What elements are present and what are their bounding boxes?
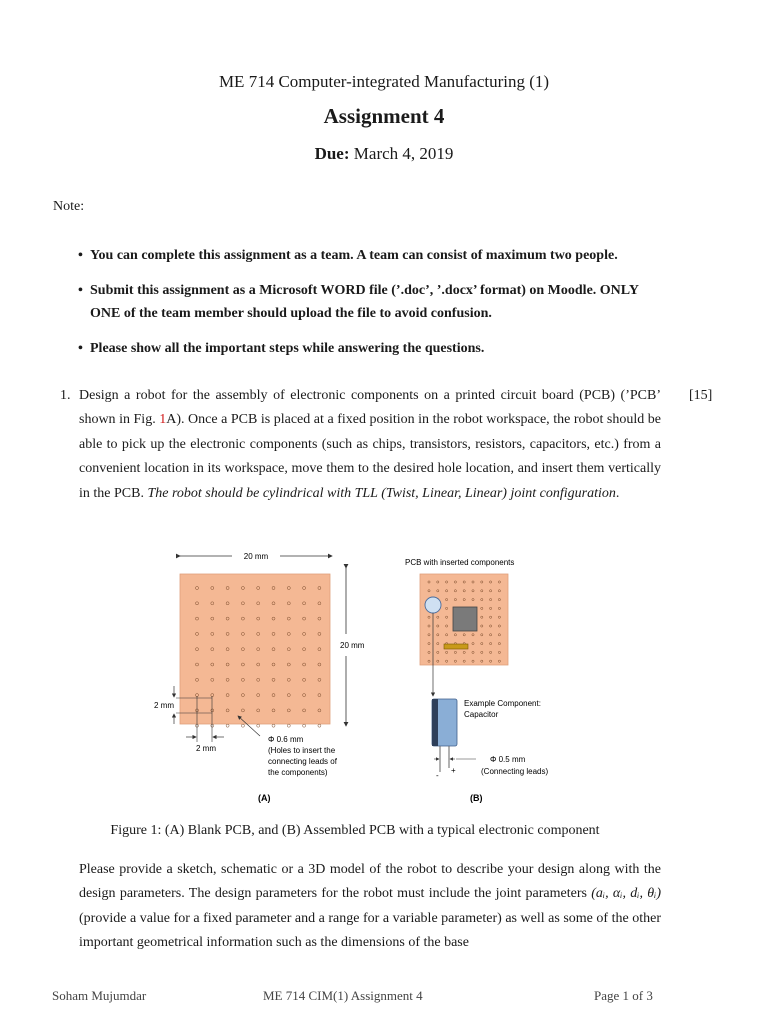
lead-diameter: Φ 0.5 mm xyxy=(490,755,526,764)
resistor-component xyxy=(444,644,468,649)
pcb-hole xyxy=(287,724,290,727)
footer-course: ME 714 CIM(1) Assignment 4 xyxy=(263,988,423,1003)
list-item: • You can complete this assignment as a team. A team can consist of maximum two people. xyxy=(78,248,618,263)
example-label-1: Example Component: xyxy=(464,699,541,708)
joint-parameters: (aᵢ, αᵢ, dᵢ, θᵢ) xyxy=(591,886,661,902)
lead-note: (Connecting leads) xyxy=(481,767,549,776)
hole-note-2: connecting leads of xyxy=(268,757,337,766)
figure-pcb-diagram xyxy=(140,546,580,814)
capacitor-top-view xyxy=(425,597,441,613)
note-label: Note: xyxy=(53,199,85,214)
dim-20mm-top: 20 mm xyxy=(243,552,269,561)
question-text: Design a robot for the assembly of electronic components on a printed circuit board (PCB) (’PCB’ shown in Fig. 1A). Once a PCB is placed at a fixed position in the robot workspace, the robot should be able to pick up the electronic components (such as chips, transistors, resistors, capacitors, etc.) from a convenient location in its workspace, move them to the desired hole location, and insert them vertically in the PCB. The robot should be cylindrical with TLL (Twist, Linear, Linear) joint configuration. xyxy=(79,388,662,501)
pcb-hole xyxy=(241,724,244,727)
capacitor-minus: - xyxy=(436,771,439,780)
pcb-hole xyxy=(211,724,214,727)
hole-diameter: Φ 0.6 mm xyxy=(268,735,304,744)
figure-caption: Figure 1: (A) Blank PCB, and (B) Assembled PCB with a typical electronic component xyxy=(110,823,600,838)
capacitor-plus: + xyxy=(451,766,456,775)
hole-note-3: the components) xyxy=(268,768,328,777)
example-label-2: Capacitor xyxy=(464,710,499,719)
chip-component xyxy=(453,607,477,631)
pcb-hole xyxy=(257,724,260,727)
label-b: (B) xyxy=(470,793,483,803)
due-date: March 4, 2019 xyxy=(353,144,454,163)
list-item: • Submit this assignment as a Microsoft WORD file (’.doc’, ’.docx’ format) on Moodle. ONLY ONE of the team member should upload the file to avoid confusion. xyxy=(78,283,639,321)
footer-page-number: Page 1 of 3 xyxy=(594,988,653,1003)
hole-note-1: (Holes to insert the xyxy=(268,746,336,755)
pcb-hole xyxy=(303,724,306,727)
footer-author: Soham Mujumdar xyxy=(52,988,147,1003)
dim-2mm-bottom: 2 mm xyxy=(196,744,216,753)
pcb-b-title: PCB with inserted components xyxy=(405,558,515,567)
question-number: 1. xyxy=(60,388,71,403)
list-item: • Please show all the important steps while answering the questions. xyxy=(78,341,485,356)
dim-20mm-side: 20 mm xyxy=(340,641,365,650)
note-bullet-list xyxy=(78,244,668,372)
question-text-continued: Please provide a sketch, schematic or a 3D model of the robot to describe your design along with the design parameters. The design parameters for the robot must include the joint parameters (aᵢ, αᵢ, dᵢ, θᵢ) (provide a value for a fixed parameter and a range for a variable parameter) as well as some of the other important geometrical information such as the dimensions of the base xyxy=(79,862,661,951)
due-date-line xyxy=(0,144,768,164)
assignment-title: Assignment 4 xyxy=(323,104,445,128)
question-marks: [15] xyxy=(689,388,713,403)
dim-2mm-side: 2 mm xyxy=(154,701,174,710)
pcb-board-a xyxy=(180,574,330,724)
pcb-hole xyxy=(318,724,321,727)
pcb-hole xyxy=(226,724,229,727)
pcb-hole xyxy=(272,724,275,727)
label-a: (A) xyxy=(258,793,271,803)
course-title: ME 714 Computer-integrated Manufacturing (1) xyxy=(218,72,550,91)
figure-reference-link[interactable]: 1 xyxy=(159,412,167,428)
due-label: Due: xyxy=(314,144,350,163)
